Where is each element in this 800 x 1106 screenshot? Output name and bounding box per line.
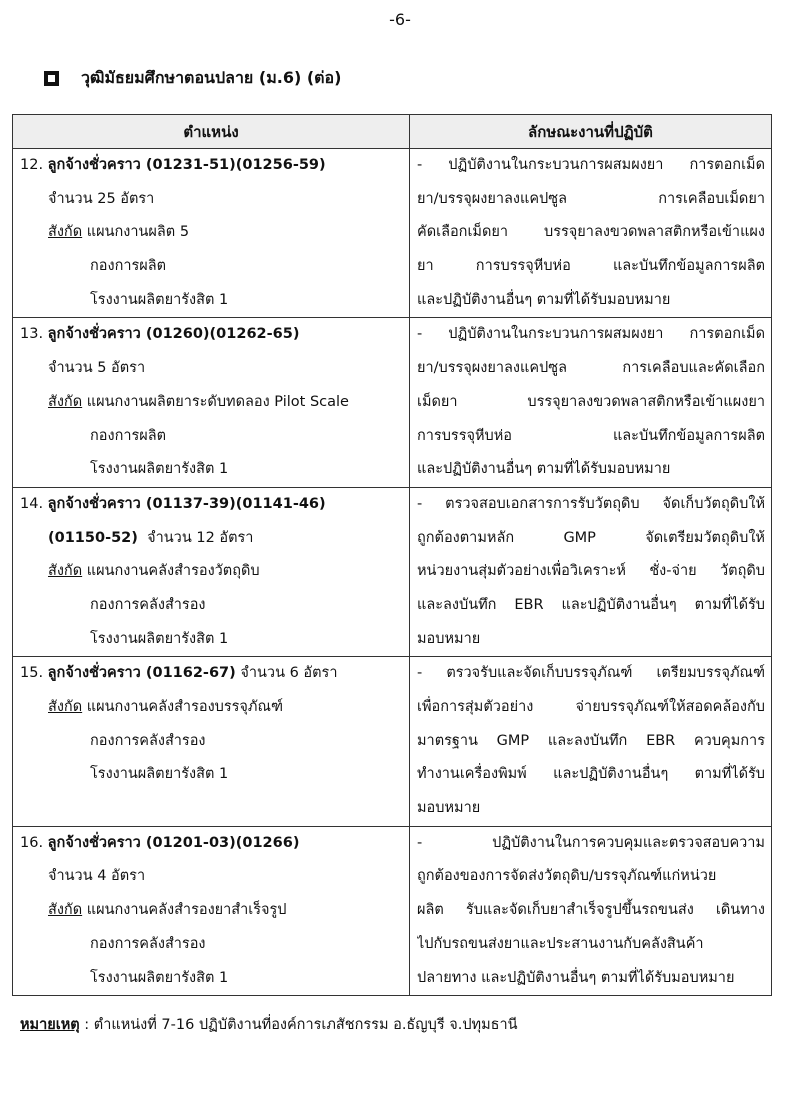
table-row <box>13 826 772 995</box>
department-name: กองการคลังสำรอง <box>90 732 206 749</box>
page-number: -6- <box>389 10 411 29</box>
positions-table <box>12 114 772 996</box>
duty-line: มอบหมาย <box>417 630 481 647</box>
duty-line: มาตรฐาน GMP และลงบันทึก EBR ควบคุมการ <box>417 732 765 749</box>
row-number: 12. <box>20 157 44 173</box>
position-cell <box>13 826 410 995</box>
plant-name: โรงงานผลิตยารังสิต 1 <box>90 291 229 308</box>
duty-line: ยา/บรรจุผงยาลงแคปซูล การเคลือบเม็ดยา <box>417 190 765 207</box>
department-name: กองการผลิต <box>90 427 167 444</box>
duties-cell <box>410 487 772 656</box>
plant-name: โรงงานผลิตยารังสิต 1 <box>90 461 229 478</box>
department-name: กองการผลิต <box>90 258 167 275</box>
plant-name: โรงงานผลิตยารังสิต 1 <box>90 630 229 647</box>
duty-line: เม็ดยา บรรจุยาลงขวดพลาสติกหรือเข้าแผงยา <box>417 393 765 410</box>
section-header <box>44 66 341 91</box>
duty-line: - ตรวจสอบเอกสารการรับวัตถุดิบ จัดเก็บวัตถุดิบให้ <box>417 495 765 512</box>
plant-name: โรงงานผลิตยารังสิต 1 <box>90 969 229 986</box>
square-bullet-icon <box>44 71 59 86</box>
duty-line: ถูกต้องของการจัดส่งวัตถุดิบ/บรรจุภัณฑ์แก่หน่วย <box>417 868 717 885</box>
position-cell <box>13 318 410 487</box>
position-cell <box>13 657 410 826</box>
position-title: ลูกจ้างชั่วคราว (01231-51)(01256-59) <box>47 157 326 173</box>
duties-cell <box>410 657 772 826</box>
affiliation-label: สังกัด <box>48 563 83 580</box>
column-header-position: ตำแหน่ง <box>13 115 410 149</box>
table-row <box>13 657 772 826</box>
duty-line: - ปฏิบัติงานในกระบวนการผสมผงยา การตอกเม็ด <box>417 326 765 343</box>
position-count: จำนวน 5 อัตรา <box>48 360 146 377</box>
duty-line: หน่วยงานสุ่มตัวอย่างเพื่อวิเคราะห์ ชั่ง-จ่าย วัตถุดิบ <box>417 563 765 580</box>
position-count: จำนวน 6 อัตรา <box>240 665 338 682</box>
table-row <box>13 318 772 487</box>
plant-name: โรงงานผลิตยารังสิต 1 <box>90 766 229 783</box>
note-separator: : <box>84 1017 90 1033</box>
column-header-duties: ลักษณะงานที่ปฏิบัติ <box>410 115 772 149</box>
empty-line <box>20 792 403 826</box>
duty-line: ยา การบรรจุหีบห่อ และบันทึกข้อมูลการผลิต <box>417 258 765 275</box>
duty-line: ถูกต้องตามหลัก GMP จัดเตรียมวัตถุดิบให้ <box>417 529 765 546</box>
footnote <box>20 1013 518 1036</box>
position-count: จำนวน 4 อัตรา <box>48 868 146 885</box>
duty-line: - ปฏิบัติงานในกระบวนการผสมผงยา การตอกเม็ด <box>417 157 765 173</box>
affiliation-label: สังกัด <box>48 699 83 715</box>
duty-line: - ตรวจรับและจัดเก็บบรรจุภัณฑ์ เตรียมบรรจุภัณฑ์ <box>417 665 765 682</box>
duty-line: - ปฏิบัติงานในการควบคุมและตรวจสอบความ <box>417 834 765 851</box>
section-title: วุฒิมัธยมศึกษาตอนปลาย (ม.6) (ต่อ) <box>81 68 342 87</box>
position-title: ลูกจ้างชั่วคราว (01260)(01262-65) <box>47 326 300 343</box>
note-text: ตำแหน่งที่ 7-16 ปฏิบัติงานที่องค์การเภสัชกรรม อ.ธัญบุรี จ.ปทุมธานี <box>93 1017 518 1033</box>
division-name: แผนกงานผลิต 5 <box>86 224 190 241</box>
duty-line: เพื่อการสุ่มตัวอย่าง จ่ายบรรจุภัณฑ์ให้สอดคล้องกับ <box>417 699 765 715</box>
duty-line: ผลิต รับและจัดเก็บยาสำเร็จรูปขึ้นรถขนส่ง เดินทาง <box>417 902 765 919</box>
row-number: 15. <box>20 665 44 682</box>
duty-line: คัดเลือกเม็ดยา บรรจุยาลงขวดพลาสติกหรือเข้าแผง <box>417 224 765 241</box>
duty-line: และปฏิบัติงานอื่นๆ ตามที่ได้รับมอบหมาย <box>417 461 671 478</box>
position-count: จำนวน 12 อัตรา <box>147 529 254 546</box>
department-name: กองการคลังสำรอง <box>90 935 206 952</box>
row-number: 16. <box>20 834 44 851</box>
table-row <box>13 149 772 318</box>
row-number: 14. <box>20 495 44 512</box>
division-name: แผนกงานคลังสำรองบรรจุภัณฑ์ <box>86 699 283 715</box>
affiliation-label: สังกัด <box>48 902 83 919</box>
duty-line: การบรรจุหีบห่อ และบันทึกข้อมูลการผลิต <box>417 427 765 444</box>
note-label: หมายเหตุ <box>20 1017 80 1033</box>
position-count: จำนวน 25 อัตรา <box>48 190 155 207</box>
duty-line: ปลายทาง และปฏิบัติงานอื่นๆ ตามที่ได้รับมอบหมาย <box>417 969 735 986</box>
division-name: แผนกงานคลังสำรองวัตถุดิบ <box>86 563 260 580</box>
position-cell <box>13 487 410 656</box>
row-number: 13. <box>20 326 44 343</box>
division-name: แผนกงานผลิตยาระดับทดลอง Pilot Scale <box>86 393 349 410</box>
table-row <box>13 487 772 656</box>
duty-line: ยา/บรรจุผงยาลงแคปซูล การเคลือบและคัดเลือก <box>417 360 765 377</box>
duty-line: ทำงานเครื่องพิมพ์ และปฏิบัติงานอื่นๆ ตามที่ได้รับ <box>417 766 765 783</box>
table-header-row <box>13 115 772 149</box>
position-title: ลูกจ้างชั่วคราว (01162-67) <box>47 665 236 682</box>
department-name: กองการคลังสำรอง <box>90 596 206 613</box>
position-title: ลูกจ้างชั่วคราว (01137-39)(01141-46) <box>47 495 326 512</box>
division-name: แผนกงานคลังสำรองยาสำเร็จรูป <box>86 902 287 919</box>
duties-cell <box>410 826 772 995</box>
duties-cell <box>410 149 772 318</box>
duty-line: และลงบันทึก EBR และปฏิบัติงานอื่นๆ ตามที่ได้รับ <box>417 596 765 613</box>
position-title-continued: (01150-52) <box>48 529 138 546</box>
affiliation-label: สังกัด <box>48 224 83 241</box>
duty-line: และปฏิบัติงานอื่นๆ ตามที่ได้รับมอบหมาย <box>417 291 671 308</box>
position-title: ลูกจ้างชั่วคราว (01201-03)(01266) <box>47 834 300 851</box>
duty-line: ไปกับรถขนส่งยาและประสานงานกับคลังสินค้า <box>417 935 704 952</box>
duties-cell <box>410 318 772 487</box>
affiliation-label: สังกัด <box>48 393 83 410</box>
duty-line: มอบหมาย <box>417 800 481 817</box>
position-cell <box>13 149 410 318</box>
